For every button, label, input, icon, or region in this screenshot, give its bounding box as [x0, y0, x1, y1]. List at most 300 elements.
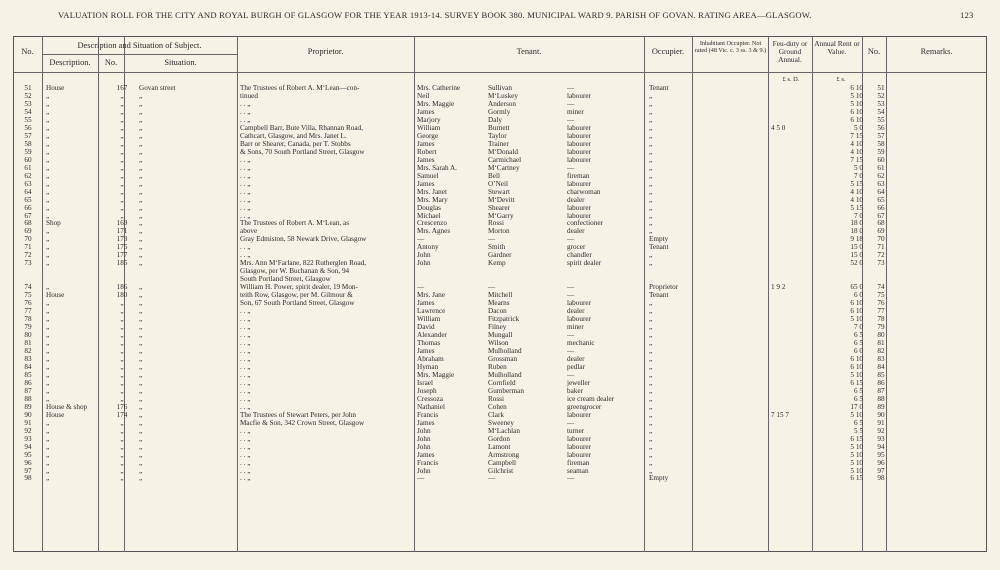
tenant-surname-cell: Mungall	[488, 331, 513, 340]
header-no2: No.	[867, 47, 881, 56]
table-row	[13, 92, 987, 100]
proprietor-cell: . . „	[240, 370, 251, 379]
proprietor-cell: . . „	[240, 426, 251, 435]
proprietor-cell: . . „	[240, 171, 251, 180]
street-number-cell: 176	[116, 402, 128, 411]
tenant-surname-cell: Wilson	[488, 339, 509, 347]
situation-cell: „	[139, 474, 143, 483]
annual-rent-cell: 65 0	[850, 283, 863, 292]
tenant-surname-cell: Cohen	[488, 402, 507, 411]
street-number-cell: „	[120, 434, 124, 443]
occupier-cell: „	[649, 418, 653, 427]
description-cell: „	[46, 434, 50, 443]
situation-cell: „	[139, 315, 143, 324]
street-number-cell: „	[120, 466, 124, 475]
row-number: 64	[24, 187, 32, 196]
row-number-right: 73	[877, 259, 885, 268]
tenant-first-name-cell: James	[417, 418, 435, 427]
row-number-right: 54	[877, 107, 885, 116]
proprietor-cell: . . „	[240, 402, 251, 411]
row-number-right: 81	[877, 339, 885, 347]
tenant-surname-cell: Bell	[488, 171, 500, 180]
street-number-cell: „	[120, 187, 124, 196]
tenant-first-name-cell: Crescenzo	[417, 219, 447, 228]
street-number-cell: „	[120, 339, 124, 347]
table-row	[13, 315, 987, 323]
street-number-cell: „	[120, 107, 124, 116]
row-number: 85	[24, 370, 32, 379]
street-number-cell: „	[120, 195, 124, 204]
street-number-cell: „	[120, 331, 124, 340]
tenant-surname-cell: —	[488, 474, 496, 483]
table-row	[13, 84, 987, 92]
street-number-cell: „	[120, 163, 124, 172]
proprietor-cell: The Trustees of Robert A. M‘Lean, as	[240, 219, 349, 228]
tenant-surname-cell: O’Neil	[488, 179, 508, 188]
proprietor-cell: Glasgow, per W. Buchanan & Son, 94	[240, 267, 350, 276]
proprietor-cell: . . „	[240, 187, 251, 196]
row-number: 65	[24, 195, 32, 204]
occupier-cell: „	[649, 115, 653, 124]
description-cell: „	[46, 458, 50, 467]
description-cell: „	[46, 131, 50, 140]
tenant-occupation-cell: —	[567, 291, 575, 300]
occupier-cell: „	[649, 147, 653, 156]
row-number-right: 72	[877, 251, 885, 260]
tenant-surname-cell: M‘Devitt	[488, 195, 515, 204]
situation-cell: „	[139, 115, 143, 124]
row-number: 55	[24, 115, 32, 124]
description-cell: „	[46, 179, 50, 188]
street-number-cell: „	[120, 115, 124, 124]
situation-cell: „	[139, 211, 143, 220]
row-number: 91	[24, 418, 32, 427]
street-number-cell: „	[120, 131, 124, 140]
proprietor-cell: Son, 67 South Portland Street, Glasgow	[240, 299, 355, 308]
row-number: 86	[24, 378, 32, 387]
street-number-cell: „	[120, 171, 124, 180]
row-number-right: 96	[877, 458, 885, 467]
tenant-first-name-cell: William	[417, 123, 441, 132]
tenant-surname-cell: —	[488, 283, 496, 292]
header-rent: Annual Rent or Value.	[814, 39, 860, 56]
tenant-surname-cell: Clark	[488, 410, 504, 419]
street-number-cell: 175	[116, 243, 128, 252]
tenant-first-name-cell: Israel	[417, 378, 433, 387]
table-row	[13, 371, 987, 379]
table-row	[13, 395, 987, 403]
row-number-right: 95	[877, 450, 885, 459]
tenant-first-name-cell: Mrs. Mary	[417, 195, 448, 204]
street-number-cell: 169	[116, 219, 128, 228]
proprietor-cell: Campbell Barr, Bute Villa, Rhannan Road,	[240, 123, 363, 132]
tenant-first-name-cell: James	[417, 346, 435, 355]
annual-rent-cell: 6 10	[850, 115, 863, 124]
annual-rent-cell: 5 10	[850, 99, 863, 108]
table-row	[13, 100, 987, 108]
tenant-first-name-cell: Abraham	[417, 354, 444, 363]
row-number-right: 79	[877, 323, 885, 332]
row-number: 62	[24, 171, 32, 180]
tenant-first-name-cell: Thomas	[417, 339, 441, 347]
tenant-occupation-cell: labourer	[567, 434, 591, 443]
situation-cell: „	[139, 283, 143, 292]
table-row	[13, 267, 987, 275]
row-number: 81	[24, 339, 32, 347]
proprietor-cell: Mrs. Ann M‘Farlane, 822 Rutherglen Road,	[240, 259, 367, 268]
tenant-occupation-cell: jeweller	[567, 378, 591, 387]
row-number: 69	[24, 227, 32, 236]
row-number: 76	[24, 299, 32, 308]
tenant-surname-cell: M‘Lachlan	[488, 426, 520, 435]
annual-rent-cell: 15 0	[850, 243, 863, 252]
row-number-right: 84	[877, 362, 885, 371]
annual-rent-cell: 6 15	[850, 474, 863, 483]
street-number-cell: „	[120, 418, 124, 427]
street-number-cell: „	[120, 378, 124, 387]
proprietor-cell: . . „	[240, 163, 251, 172]
tenant-occupation-cell: labourer	[567, 131, 591, 140]
tenant-occupation-cell: fireman	[567, 458, 590, 467]
occupier-cell: „	[649, 123, 653, 132]
tenant-occupation-cell: labourer	[567, 139, 591, 148]
description-cell: „	[46, 394, 50, 403]
situation-cell: „	[139, 107, 143, 116]
situation-cell: Govan street	[139, 84, 176, 92]
row-number-right: 70	[877, 235, 885, 244]
description-cell: „	[46, 426, 50, 435]
occupier-cell: „	[649, 195, 653, 204]
tenant-surname-cell: Sweeney	[488, 418, 514, 427]
description-cell: „	[46, 378, 50, 387]
tenant-first-name-cell: Mrs. Maggie	[417, 99, 455, 108]
row-number: 75	[24, 291, 32, 300]
annual-rent-cell: 4 10	[850, 147, 863, 156]
row-number-right: 89	[877, 402, 885, 411]
tenant-occupation-cell: fireman	[567, 171, 590, 180]
description-cell: „	[46, 315, 50, 324]
row-number-right: 75	[877, 291, 885, 300]
row-number-right: 82	[877, 346, 885, 355]
row-number-right: 88	[877, 394, 885, 403]
tenant-occupation-cell: labourer	[567, 299, 591, 308]
header-inhabitant: Inhabitant Occupier. Not rated (48 Vic. c. 3 ss. 3 & 9.)	[694, 40, 767, 55]
table-row	[13, 387, 987, 395]
table-row	[13, 403, 987, 411]
situation-cell: „	[139, 227, 143, 236]
table-row	[13, 307, 987, 315]
proprietor-cell: teith Row, Glasgow, per M. Gilmour &	[240, 291, 353, 300]
situation-cell: „	[139, 203, 143, 212]
annual-rent-cell: 6 15	[850, 434, 863, 443]
row-number: 61	[24, 163, 32, 172]
header-bottom-line	[13, 72, 987, 73]
proprietor-cell: Barr or Shearer, Canada, per T. Stobbs	[240, 139, 351, 148]
situation-cell: „	[139, 243, 143, 252]
situation-cell: „	[139, 259, 143, 268]
situation-cell: „	[139, 339, 143, 347]
row-number-right: 87	[877, 386, 885, 395]
occupier-cell: „	[649, 107, 653, 116]
annual-rent-cell: 9 18	[850, 235, 863, 244]
street-number-cell: 173	[116, 235, 128, 244]
row-number: 66	[24, 203, 32, 212]
feu-units: £ s. D.	[782, 76, 800, 83]
tenant-occupation-cell: —	[567, 474, 575, 483]
occupier-cell: Tenant	[649, 291, 669, 300]
tenant-first-name-cell: Mrs. Maggie	[417, 370, 455, 379]
tenant-first-name-cell: Lawrence	[417, 307, 446, 316]
description-cell: „	[46, 235, 50, 244]
row-number: 84	[24, 362, 32, 371]
header-occupier: Occupier.	[651, 47, 685, 56]
tenant-surname-cell: Ruben	[488, 362, 507, 371]
tenant-surname-cell: Filney	[488, 323, 507, 332]
description-cell: „	[46, 99, 50, 108]
description-cell: House	[46, 84, 65, 92]
description-cell: „	[46, 354, 50, 363]
description-cell: „	[46, 171, 50, 180]
row-number-right: 90	[877, 410, 885, 419]
occupier-cell: Empty	[649, 235, 669, 244]
proprietor-cell: . . „	[240, 386, 251, 395]
description-cell: „	[46, 115, 50, 124]
row-number-right: 68	[877, 219, 885, 228]
description-cell: „	[46, 442, 50, 451]
header-remarks: Remarks.	[920, 47, 953, 56]
row-number-right: 76	[877, 299, 885, 308]
tenant-surname-cell: M‘Donald	[488, 147, 518, 156]
tenant-first-name-cell: John	[417, 442, 431, 451]
table-row	[13, 355, 987, 363]
row-number: 98	[24, 474, 32, 483]
header-proprietor: Proprietor.	[307, 47, 344, 56]
annual-rent-cell: 6 5	[854, 394, 863, 403]
description-cell: „	[46, 123, 50, 132]
occupier-cell: Empty	[649, 474, 669, 483]
description-cell: „	[46, 91, 50, 100]
situation-cell: „	[139, 386, 143, 395]
row-number: 88	[24, 394, 32, 403]
tenant-surname-cell: M‘Garry	[488, 211, 514, 220]
annual-rent-cell: 6 15	[850, 378, 863, 387]
situation-cell: „	[139, 171, 143, 180]
header-desc-group: Description and Situation of Subject.	[77, 41, 202, 50]
street-number-cell: 167	[116, 84, 128, 92]
tenant-surname-cell: Taylor	[488, 131, 507, 140]
proprietor-cell: . . „	[240, 331, 251, 340]
street-number-cell: „	[120, 386, 124, 395]
occupier-cell: „	[649, 99, 653, 108]
row-number: 78	[24, 315, 32, 324]
row-number-right: 94	[877, 442, 885, 451]
situation-cell: „	[139, 307, 143, 316]
street-number-cell: „	[120, 458, 124, 467]
annual-rent-cell: 5 10	[850, 91, 863, 100]
proprietor-cell: . . „	[240, 251, 251, 260]
row-number-right: 86	[877, 378, 885, 387]
row-number: 63	[24, 179, 32, 188]
occupier-cell: „	[649, 426, 653, 435]
proprietor-cell: . . „	[240, 179, 251, 188]
tenant-occupation-cell: —	[567, 370, 575, 379]
occupier-cell: „	[649, 227, 653, 236]
tenant-first-name-cell: George	[417, 131, 439, 140]
proprietor-cell: . . „	[240, 466, 251, 475]
table-row	[13, 212, 987, 220]
description-cell: „	[46, 331, 50, 340]
street-number-cell: 174	[116, 410, 128, 419]
description-cell: „	[46, 163, 50, 172]
situation-cell: „	[139, 299, 143, 308]
situation-cell: „	[139, 402, 143, 411]
table-row	[13, 347, 987, 355]
street-number-cell: „	[120, 442, 124, 451]
tenant-occupation-cell: confectioner	[567, 219, 603, 228]
tenant-surname-cell: M‘Luskey	[488, 91, 518, 100]
occupier-cell: „	[649, 442, 653, 451]
annual-rent-cell: 5 10	[850, 410, 863, 419]
tenant-occupation-cell: labourer	[567, 147, 591, 156]
row-number: 52	[24, 91, 32, 100]
annual-rent-cell: 7 0	[854, 171, 863, 180]
tenant-occupation-cell: ice cream dealer	[567, 394, 615, 403]
annual-rent-cell: 5 5	[854, 426, 863, 435]
description-cell: „	[46, 386, 50, 395]
situation-cell: „	[139, 219, 143, 228]
tenant-occupation-cell: labourer	[567, 315, 591, 324]
annual-rent-cell: 5 0	[854, 163, 863, 172]
row-number: 83	[24, 354, 32, 363]
tenant-occupation-cell: labourer	[567, 179, 591, 188]
tenant-first-name-cell: Antony	[417, 243, 439, 252]
tenant-surname-cell: Smith	[488, 243, 506, 252]
proprietor-cell: . . „	[240, 203, 251, 212]
row-number-right: 53	[877, 99, 885, 108]
tenant-occupation-cell: —	[567, 283, 575, 292]
tenant-surname-cell: Campbell	[488, 458, 516, 467]
description-cell: „	[46, 323, 50, 332]
situation-cell: „	[139, 179, 143, 188]
street-number-cell: 180	[116, 291, 128, 300]
occupier-cell: „	[649, 402, 653, 411]
tenant-surname-cell: —	[488, 235, 496, 244]
street-number-cell: „	[120, 394, 124, 403]
tenant-surname-cell: Gardner	[488, 251, 512, 260]
proprietor-cell: . . „	[240, 362, 251, 371]
tenant-occupation-cell: —	[567, 99, 575, 108]
proprietor-cell: . . „	[240, 346, 251, 355]
proprietor-cell: . . „	[240, 323, 251, 332]
table-row	[13, 148, 987, 156]
occupier-cell: „	[649, 323, 653, 332]
annual-rent-cell: 52 0	[850, 259, 863, 268]
header-num: No.	[104, 58, 118, 67]
tenant-first-name-cell: Michael	[417, 211, 441, 220]
occupier-cell: „	[649, 163, 653, 172]
proprietor-cell: The Trustees of Stewart Peters, per John	[240, 410, 356, 419]
tenant-first-name-cell: Francis	[417, 410, 439, 419]
table-row	[13, 243, 987, 251]
row-number: 82	[24, 346, 32, 355]
tenant-first-name-cell: Douglas	[417, 203, 441, 212]
table-row	[13, 299, 987, 307]
description-cell: „	[46, 251, 50, 260]
street-number-cell: „	[120, 91, 124, 100]
row-number-right: 98	[877, 474, 885, 483]
occupier-cell: „	[649, 458, 653, 467]
tenant-first-name-cell: James	[417, 179, 435, 188]
row-number: 71	[24, 243, 32, 252]
tenant-occupation-cell: labourer	[567, 203, 591, 212]
description-cell: „	[46, 339, 50, 347]
row-number-right: 58	[877, 139, 885, 148]
description-cell: „	[46, 299, 50, 308]
situation-cell: „	[139, 323, 143, 332]
occupier-cell: „	[649, 394, 653, 403]
annual-rent-cell: 6 10	[850, 299, 863, 308]
situation-cell: „	[139, 346, 143, 355]
table-row	[13, 156, 987, 164]
tenant-surname-cell: Fitzpatrick	[488, 315, 520, 324]
occupier-cell: Tenant	[649, 84, 669, 92]
header-tenant: Tenant.	[516, 47, 542, 56]
street-number-cell: „	[120, 315, 124, 324]
row-number-right: 63	[877, 179, 885, 188]
tenant-first-name-cell: John	[417, 426, 431, 435]
description-cell: „	[46, 259, 50, 268]
proprietor-cell: . . „	[240, 99, 251, 108]
row-number-right: 65	[877, 195, 885, 204]
tenant-first-name-cell: Cressoza	[417, 394, 443, 403]
tenant-surname-cell: Cornfield	[488, 378, 516, 387]
situation-cell: „	[139, 163, 143, 172]
proprietor-cell: Cathcart, Glasgow, and Mrs. Janet L.	[240, 131, 347, 140]
street-number-cell: „	[120, 299, 124, 308]
annual-rent-cell: 6 10	[850, 107, 863, 116]
situation-cell: „	[139, 458, 143, 467]
occupier-cell: „	[649, 259, 653, 268]
proprietor-cell: William H. Power, spirit dealer, 19 Mon-	[240, 283, 358, 292]
description-cell: „	[46, 107, 50, 116]
tenant-surname-cell: Gilchrist	[488, 466, 514, 475]
proprietor-cell: . . „	[240, 243, 251, 252]
table-row	[13, 427, 987, 435]
proprietor-cell: . . „	[240, 378, 251, 387]
row-number: 70	[24, 235, 32, 244]
tenant-first-name-cell: Robert	[417, 147, 437, 156]
row-number-right: 74	[877, 283, 885, 292]
tenant-occupation-cell: charwoman	[567, 187, 601, 196]
tenant-first-name-cell: John	[417, 466, 431, 475]
occupier-cell: „	[649, 171, 653, 180]
table-row	[13, 474, 987, 482]
row-number-right: 66	[877, 203, 885, 212]
description-cell: „	[46, 187, 50, 196]
table-row	[13, 443, 987, 451]
street-number-cell: „	[120, 362, 124, 371]
table-row	[13, 331, 987, 339]
tenant-first-name-cell: James	[417, 299, 435, 308]
tenant-occupation-cell: miner	[567, 323, 584, 332]
occupier-cell: „	[649, 466, 653, 475]
situation-cell: „	[139, 91, 143, 100]
occupier-cell: „	[649, 450, 653, 459]
tenant-surname-cell: Dacon	[488, 307, 507, 316]
tenant-surname-cell: Anderson	[488, 99, 516, 108]
annual-rent-cell: 7 0	[854, 211, 863, 220]
tenant-surname-cell: Mitchell	[488, 291, 513, 300]
